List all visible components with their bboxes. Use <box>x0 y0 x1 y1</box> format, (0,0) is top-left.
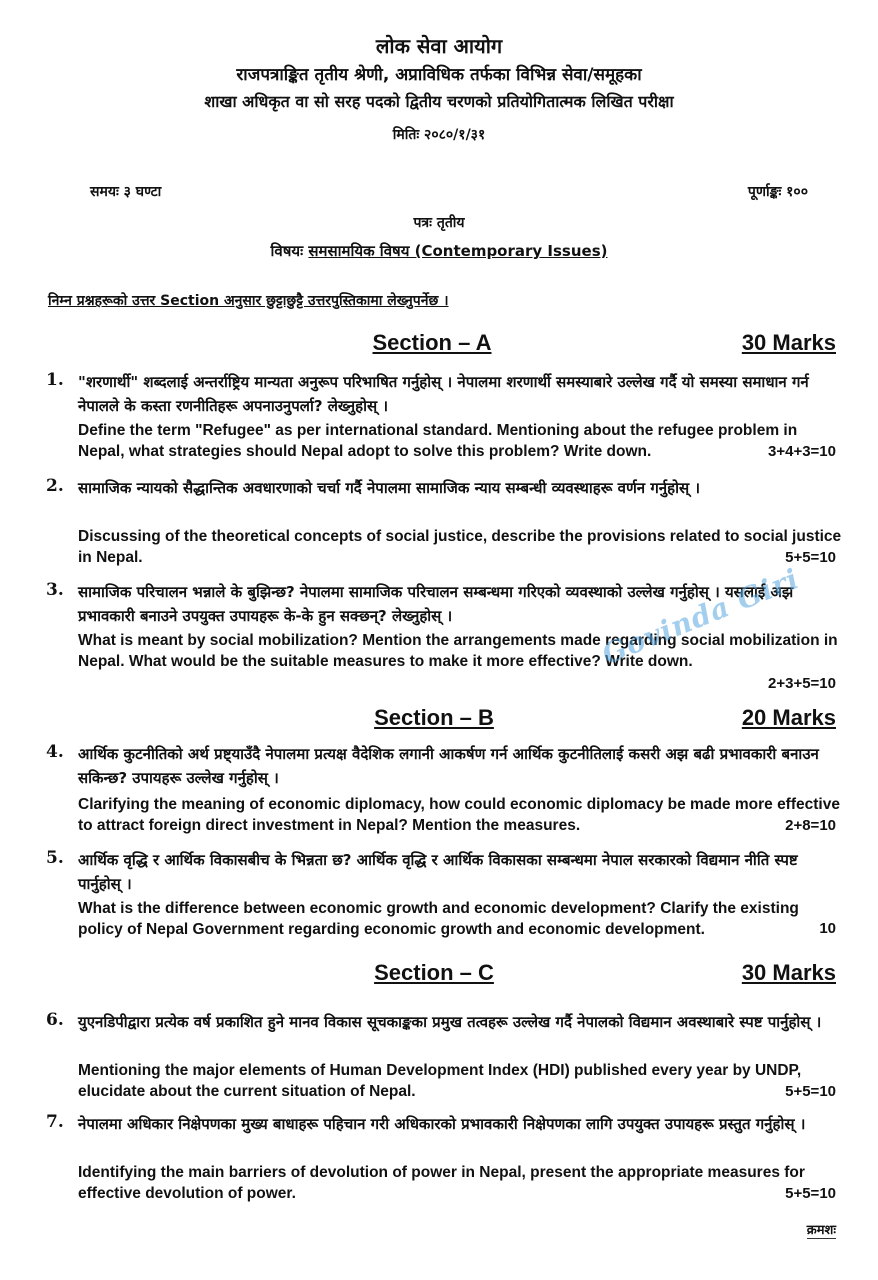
section-b-header <box>0 705 878 735</box>
question-text-english: What is meant by social mobilization? Mention the arrangements made regarding social mobilization in Nepal. What would be the suitable measures to make it more effective? Write down. <box>78 632 838 670</box>
question-text-english: Define the term "Refugee" as per international standard. Mentioning about the refugee problem in Nepal, what strategies should Nepal adopt to solve this problem? Write down. <box>78 422 798 460</box>
question-2 <box>46 476 846 566</box>
question-number: 1. <box>46 370 64 390</box>
question-text-english: Identifying the main barriers of devolution of power in Nepal, present the appropriate measures for effective devolution of power. <box>78 1164 805 1202</box>
instruction: निम्न प्रश्नहरूको उत्तर Section अनुसार छुट्टाछुट्टै उत्तरपुस्तिकामा लेख्नुपर्नेछ । <box>48 293 449 309</box>
question-marks: 2+8=10 <box>785 817 836 834</box>
question-number: 2. <box>46 476 64 496</box>
section-title: Section – B <box>374 705 494 730</box>
question-4 <box>46 742 846 842</box>
section-marks: 20 Marks <box>741 705 836 730</box>
question-text-english: What is the difference between economic growth and economic development? Clarify the existing policy of Nepal Government regarding economic growth and economic development. <box>78 900 799 938</box>
question-text-english: Discussing of the theoretical concepts of social justice, describe the provisions related to social justice in Nepal. <box>78 528 842 566</box>
section-c-header <box>0 960 878 990</box>
question-1 <box>46 370 846 470</box>
section-marks: 30 Marks <box>741 960 836 985</box>
question-text-english: Mentioning the major elements of Human Development Index (HDI) published every year by UNDP, elucidate about the current situation of Nepal. <box>78 1062 802 1100</box>
subject-name: समसामयिक विषय (Contemporary Issues) <box>308 242 608 260</box>
question-text-english: Clarifying the meaning of economic diplomacy, how could economic diplomacy be made more effective to attract foreign direct investment in Nepal? Mention the measures. <box>78 796 840 834</box>
question-7 <box>46 1112 846 1212</box>
question-number: 6. <box>46 1010 64 1030</box>
question-number: 3. <box>46 580 64 600</box>
question-text-nepali: आर्थिक वृद्धि र आर्थिक विकासबीच के भिन्नता छ? आर्थिक वृद्धि र आर्थिक विकासका सम्बन्धमा नेपाल सरकारको विद्यमान नीति स्पष्ट पार्नुहोस् । <box>78 851 798 893</box>
question-number: 5. <box>46 848 64 868</box>
question-number: 7. <box>46 1112 64 1132</box>
paper-label: पत्रः तृतीय <box>413 215 465 231</box>
exam-type-line: शाखा अधिकृत वा सो सरह पदको द्वितीय चरणको प्रतियोगितात्मक लिखित परीक्षा <box>204 92 674 111</box>
question-marks: 5+5=10 <box>785 549 836 566</box>
question-marks: 5+5=10 <box>785 1083 836 1100</box>
section-title: Section – C <box>374 960 494 985</box>
section-title: Section – A <box>372 330 492 355</box>
question-marks: 10 <box>819 920 836 937</box>
question-5 <box>46 848 846 948</box>
question-text-nepali: आर्थिक कुटनीतिको अर्थ प्रष्ट्याउँदै नेपालमा प्रत्यक्ष वैदेशिक लगानी आकर्षण गर्न आर्थिक कुटनीतिलाई कसरी अझ बढी प्रभावकारी बनाउन सकिन्छ? उपायहरू उल्लेख गर्नुहोस् । <box>78 745 819 787</box>
question-6 <box>46 1010 846 1110</box>
question-text-nepali: युएनडिपीद्वारा प्रत्येक वर्ष प्रकाशित हुने मानव विकास सूचकाङ्कका प्रमुख तत्वहरू उल्लेख गर्दै नेपालको विद्यमान अवस्थाबारे स्पष्ट पार्नुहोस् । <box>78 1013 822 1031</box>
question-marks: 3+4+3=10 <box>768 443 836 460</box>
question-text-nepali: "शरणार्थी" शब्दलाई अन्तर्राष्ट्रिय मान्यता अनुरूप परिभाषित गर्नुहोस् । नेपालमा शरणार्थी समस्याबारे उल्लेख गर्दै यो समस्या समाधान गर्न नेपालले के कस्ता रणनीतिहरू अपनाउनुपर्ला? लेख्नुहोस् । <box>78 373 809 415</box>
question-number: 4. <box>46 742 64 762</box>
question-marks: 5+5=10 <box>785 1185 836 1202</box>
section-marks: 30 Marks <box>741 330 836 355</box>
continued-note: क्रमशः <box>807 1220 836 1239</box>
exam-date: मितिः २०८०/१/३१ <box>392 127 486 143</box>
watermark: Govinda Giri <box>597 562 804 671</box>
section-a-header <box>0 330 878 360</box>
full-marks: पूर्णाङ्कः १०० <box>747 184 808 200</box>
question-marks: 2+3+5=10 <box>768 675 836 692</box>
exam-time: समयः ३ घण्टा <box>90 184 162 200</box>
exam-level-line: राजपत्राङ्कित तृतीय श्रेणी, अप्राविधिक तर्फका विभिन्न सेवा/समूहका <box>236 65 642 85</box>
subject-line <box>0 241 878 261</box>
question-text-nepali: सामाजिक न्यायको सैद्धान्तिक अवधारणाको चर्चा गर्दै नेपालमा सामाजिक न्याय सम्बन्धी व्यवस्थाहरू वर्णन गर्नुहोस् । <box>78 479 701 497</box>
question-text-nepali: नेपालमा अधिकार निक्षेपणका मुख्य बाधाहरू पहिचान गरी अधिकारको प्रभावकारी निक्षेपणका लागि उपयुक्त उपायहरू प्रस्तुत गर्नुहोस् । <box>78 1115 806 1133</box>
question-text-nepali: सामाजिक परिचालन भन्नाले के बुझिन्छ? नेपालमा सामाजिक परिचालन सम्बन्धमा गरिएको व्यवस्थाको उल्लेख गर्नुहोस् । यसलाई अझ प्रभावकारी बनाउने उपयुक्त उपायहरू के-के हुन सक्छन्? लेख्नुहोस् । <box>78 583 794 625</box>
org-title: लोक सेवा आयोग <box>375 34 503 58</box>
subject-label: विषयः <box>270 242 304 260</box>
